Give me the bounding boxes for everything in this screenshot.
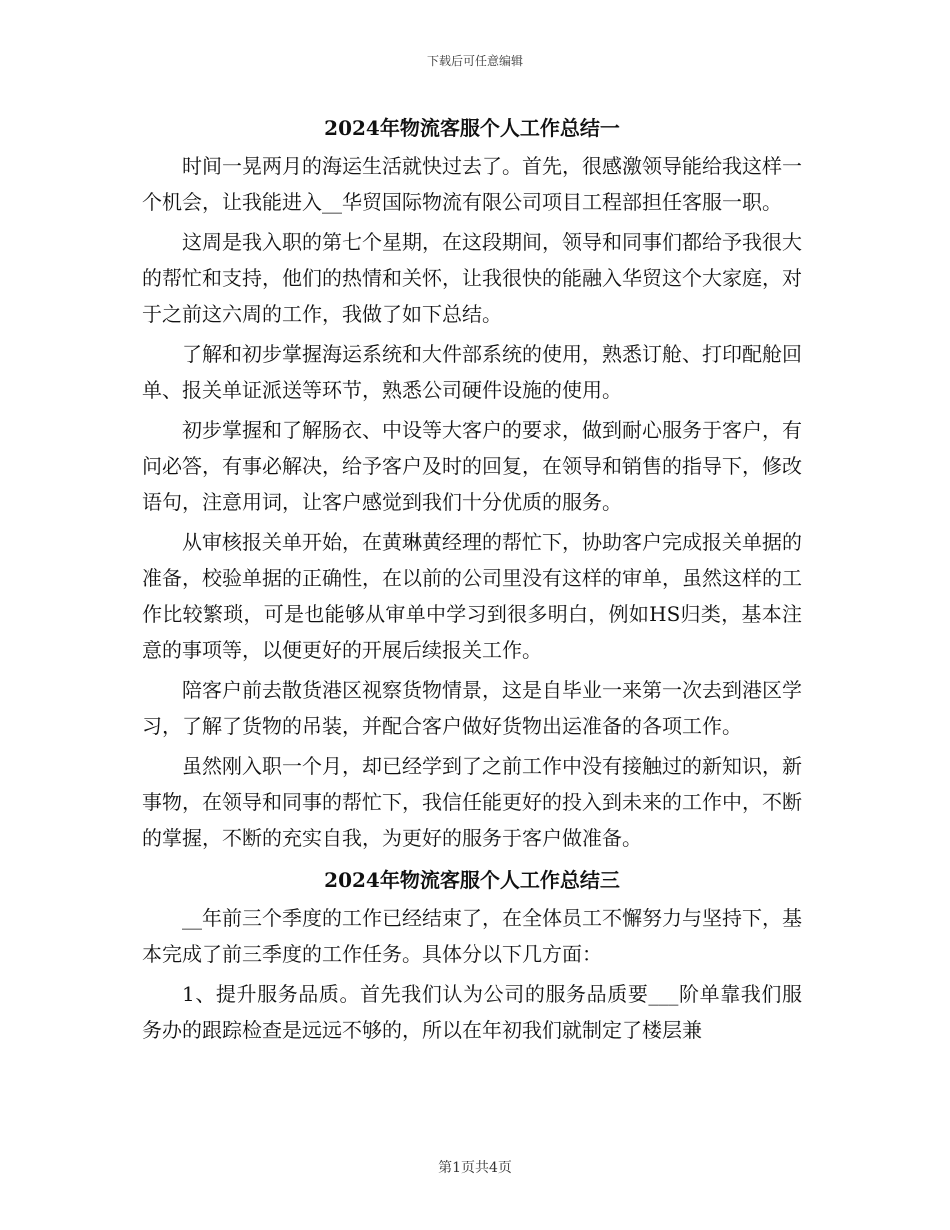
paragraph: 1、提升服务品质。首先我们认为公司的服务品质要___阶单靠我们服务办的跟踪检查是远远不够的，所以在年初我们就制定了楼层兼 — [142, 982, 802, 1042]
section-title-2: 2024年物流客服个人工作总结三 — [324, 868, 620, 892]
section-title-1: 2024年物流客服个人工作总结一 — [324, 116, 620, 140]
paragraph: 虽然刚入职一个月，却已经学到了之前工作中没有接触过的新知识，新事物，在领导和同事的帮忙下，我信任能更好的投入到未来的工作中，不断的掌握，不断的充实自我，为更好的服务于客户做准备。 — [142, 754, 802, 850]
document-body — [142, 108, 802, 1052]
paragraph: 时间一晃两月的海运生活就快过去了。首先，很感激领导能给我这样一个机会，让我能进入__华贸国际物流有限公司项目工程部担任客服一职。 — [142, 154, 802, 214]
paragraph: 初步掌握和了解肠衣、中设等大客户的要求，做到耐心服务于客户，有问必答，有事必解决，给予客户及时的回复，在领导和销售的指导下，修改语句，注意用词，让客户感觉到我们十分优质的服务。 — [142, 418, 802, 514]
paragraph: 从审核报关单开始，在黄琳黄经理的帮忙下，协助客户完成报关单据的准备，校验单据的正确性，在以前的公司里没有这样的审单，虽然这样的工作比较繁琐，可是也能够从审单中学习到很多明白，例如HS归类，基本注意的事项等，以便更好的开展后续报关工作。 — [142, 530, 802, 662]
paragraph: 这周是我入职的第七个星期，在这段期间，领导和同事们都给予我很大的帮忙和支持，他们的热情和关怀，让我很快的能融入华贸这个大家庭，对于之前这六周的工作，我做了如下总结。 — [142, 230, 802, 326]
paragraph: 了解和初步掌握海运系统和大件部系统的使用，熟悉订舱、打印配舱回单、报关单证派送等环节，熟悉公司硬件设施的使用。 — [142, 342, 802, 402]
page-header-note: 下载后可任意编辑 — [426, 54, 523, 68]
paragraph: 陪客户前去散货港区视察货物情景，这是自毕业一来第一次去到港区学习，了解了货物的吊装，并配合客户做好货物出运准备的各项工作。 — [142, 678, 802, 738]
page-number: 第1页共4页 — [438, 1160, 512, 1176]
paragraph: __年前三个季度的工作已经结束了，在全体员工不懈努力与坚持下，基本完成了前三季度的工作任务。具体分以下几方面： — [142, 906, 802, 966]
